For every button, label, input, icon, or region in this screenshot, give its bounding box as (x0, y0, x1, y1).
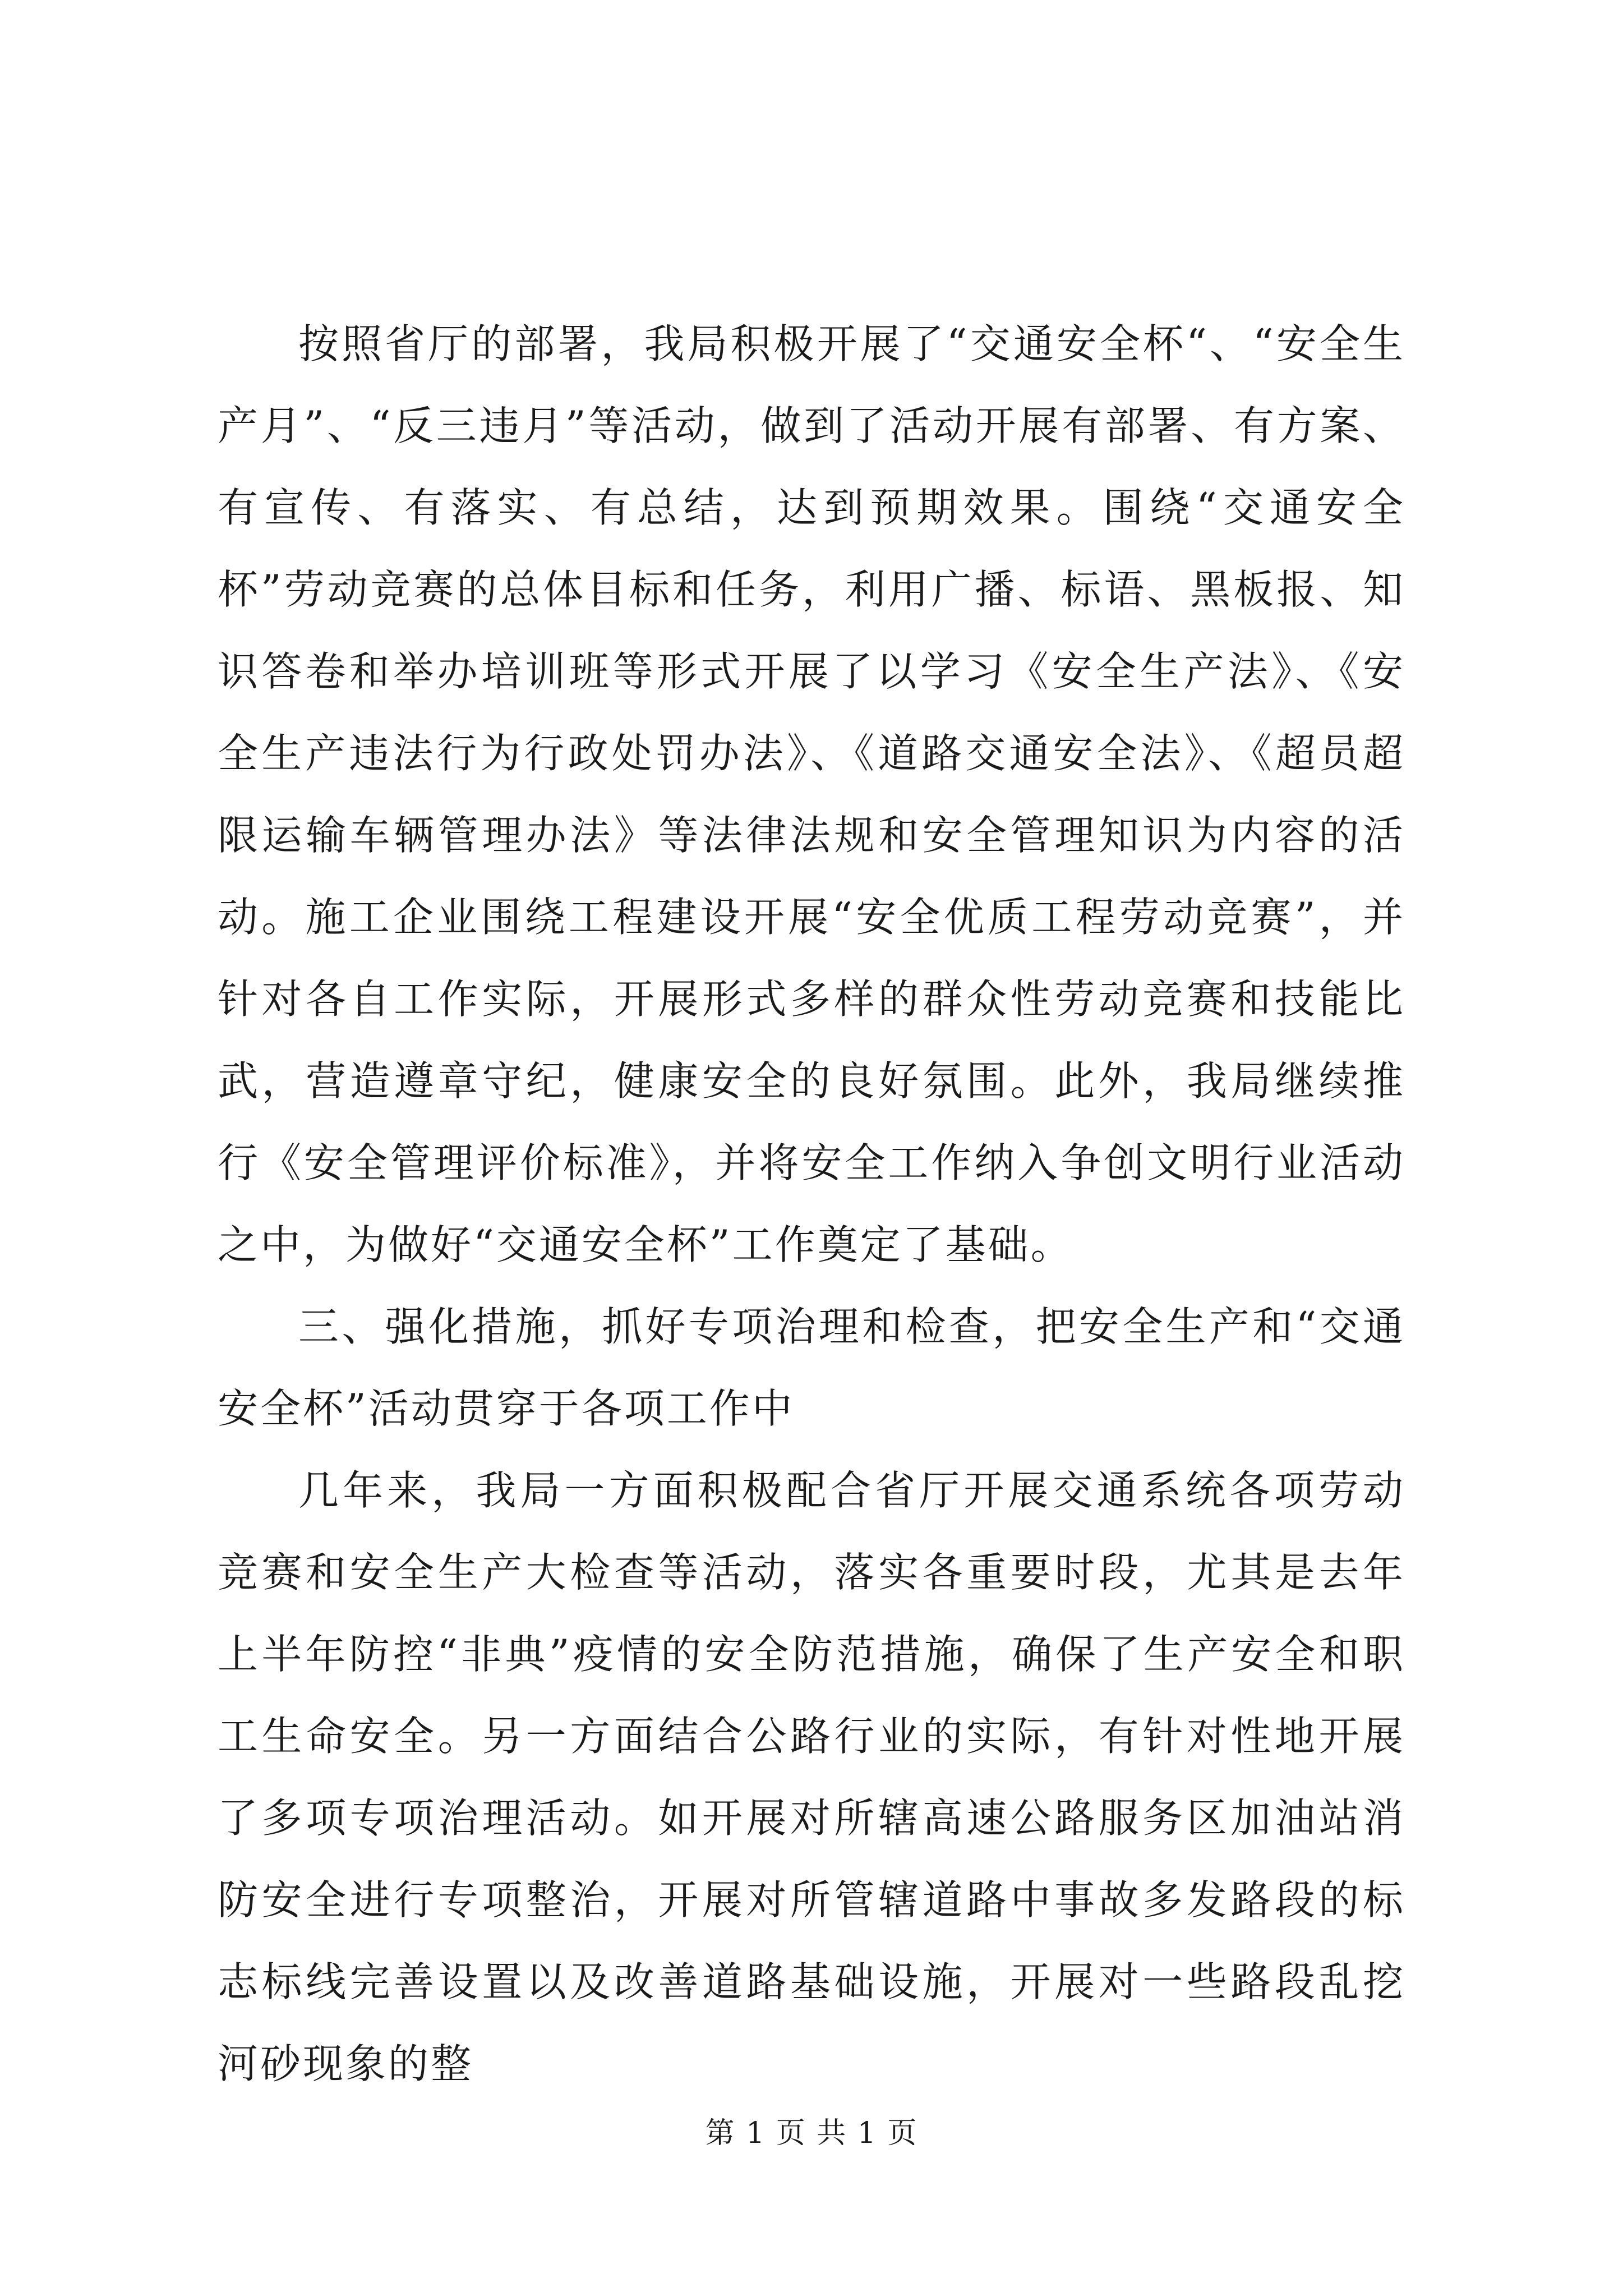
paragraph-activities: 按照省厅的部署，我局积极开展了“交通安全杯“、“安全生产月”、“反三违月”等活动，做到了活动开展有部署、有方案、有宣传、有落实、有总结，达到预期效果。围绕“交通安全杯”劳动竞赛的总体目标和任务，利用广播、标语、黑板报、知识答卷和举办培训班等形式开展了以学习《安全生产法》、《安全生产违法行为行政处罚办法》、《道路交通安全法》、《超员超限运输车辆管理办法》等法律法规和安全管理知识为内容的活动。施工企业围绕工程建设开展“安全优质工程劳动竞赛”，并针对各自工作实际，开展形式多样的群众性劳动竞赛和技能比武，营造遵章守纪，健康安全的良好氛围。此外，我局继续推行《安全管理评价标准》，并将安全工作纳入争创文明行业活动之中，为做好“交通安全杯”工作奠定了基础。 (218, 320, 1405, 1268)
document-body (218, 303, 1405, 2105)
paragraph-inspections: 几年来，我局一方面积极配合省厅开展交通系统各项劳动竞赛和安全生产大检查等活动，落实各重要时段，尤其是去年上半年防控“非典”疫情的安全防范措施，确保了生产安全和职工生命安全。另一方面结合公路行业的实际，有针对性地开展了多项专项治理活动。如开展对所辖高速公路服务区加油站消防安全进行专项整治，开展对所管辖道路中事故多发路段的标志标线完善设置以及改善道路基础设施，开展对一些路段乱挖河砂现象的整 (218, 1467, 1405, 2087)
page-footer: 第 1 页 共 1 页 (705, 2116, 918, 2150)
section-heading-3: 三、强化措施，抓好专项治理和检查，把安全生产和“交通安全杯”活动贯穿于各项工作中 (218, 1303, 1405, 1432)
